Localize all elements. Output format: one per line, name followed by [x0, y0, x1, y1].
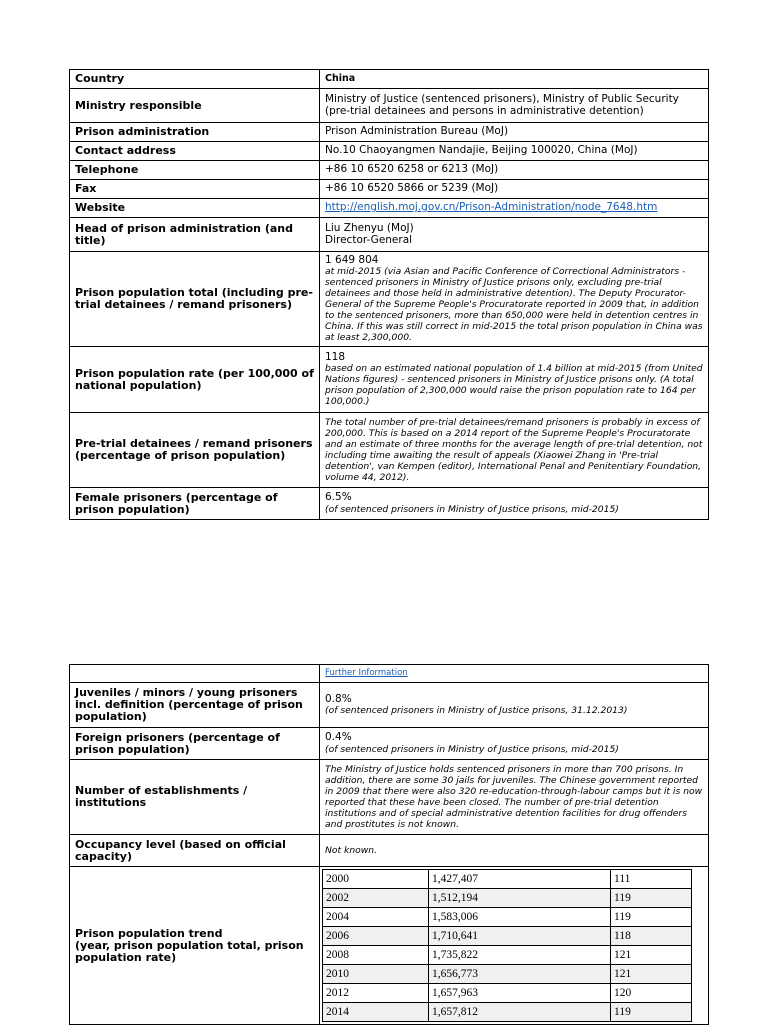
female-prisoners-note: (of sentenced prisoners in Ministry of Justice prisons, mid-2015) [325, 503, 619, 515]
trend-year: 2002 [323, 889, 429, 908]
trend-rate: 120 [611, 984, 692, 1003]
row-label: Head of prison administration (and title) [70, 218, 320, 252]
trend-total: 1,583,006 [429, 908, 611, 927]
table-row [70, 199, 709, 218]
trend-row [323, 965, 692, 984]
further-info-cell [320, 665, 709, 683]
trend-row [323, 984, 692, 1003]
trend-row [323, 889, 692, 908]
trend-year: 2006 [323, 927, 429, 946]
trend-year: 2012 [323, 984, 429, 1003]
trend-year: 2014 [323, 1003, 429, 1022]
trend-label-cell [70, 867, 320, 1025]
row-label: Foreign prisoners (percentage of prison population) [70, 728, 320, 760]
prison-population-total-value: 1 649 804 [325, 253, 379, 266]
row-label: Number of establishments / institutions [70, 760, 320, 835]
juveniles-value: 0.8% [325, 692, 352, 705]
trend-rate: 121 [611, 946, 692, 965]
website-link[interactable]: http://english.moj.gov.cn/Prison-Administration/node_7648.htm [325, 201, 658, 214]
row-label: Female prisoners (percentage of prison population) [70, 488, 320, 520]
website-cell [320, 199, 709, 218]
trend-row [323, 908, 692, 927]
head-name: Liu Zhenyu (MoJ) [325, 222, 414, 234]
foreign-prisoners-value: 0.4% [325, 731, 352, 744]
prison-population-rate-value: 118 [325, 350, 346, 363]
further-info-table [69, 664, 709, 1025]
contact-address-value: No.10 Chaoyangmen Nandajie, Beijing 100020, China (MoJ) [320, 142, 709, 161]
head-title: Director-General [325, 233, 413, 246]
trend-row [323, 946, 692, 965]
prison-population-rate-note: based on an estimated national population of 1.4 billion at mid-2015 (from United Nations figures) - sentenced prisoners in Ministry of Justice prisons only. (A total prison population of 2,300,000 would raise the prison population rate to 164 per 100,000.) [325, 363, 703, 408]
trend-total: 1,710,641 [429, 927, 611, 946]
row-label: Country [70, 70, 320, 89]
trend-total: 1,735,822 [429, 946, 611, 965]
trend-total: 1,657,812 [429, 1003, 611, 1022]
foreign-prisoners-cell [320, 728, 709, 760]
juveniles-cell [320, 683, 709, 728]
female-prisoners-cell [320, 488, 709, 520]
row-label: Website [70, 199, 320, 218]
country-value: China [320, 70, 709, 89]
trend-rate: 118 [611, 927, 692, 946]
female-prisoners-value: 6.5% [325, 491, 352, 504]
table-row [70, 665, 709, 683]
trend-rate: 119 [611, 1003, 692, 1022]
head-of-administration-value [320, 218, 709, 252]
trend-row [323, 870, 692, 889]
population-trend-table [322, 869, 692, 1022]
table-row [70, 683, 709, 728]
trend-year: 2004 [323, 908, 429, 927]
trend-rate: 111 [611, 870, 692, 889]
table-row [70, 180, 709, 199]
establishments-note: The Ministry of Justice holds sentenced prisoners in more than 700 prisons. In addition, there are some 30 jails for juveniles. The Chinese government reported in 2009 that there were also 320 re-education-through-labour camps but it is now reported that these have been closed. The number of pre-trial detention institutions and of special administrative detention facilities for drug offenders and prostitutes is not known. [325, 764, 703, 830]
trend-year: 2000 [323, 870, 429, 889]
table-row [70, 142, 709, 161]
trend-total: 1,656,773 [429, 965, 611, 984]
trend-table-cell [320, 867, 709, 1025]
row-label: Contact address [70, 142, 320, 161]
trend-total: 1,427,407 [429, 870, 611, 889]
table-row [70, 218, 709, 252]
table-row [70, 252, 709, 347]
ministry-value: Ministry of Justice (sentenced prisoners), Ministry of Public Security (pre-trial detainees and persons in administrative detention) [320, 89, 709, 123]
table-row [70, 835, 709, 867]
trend-year: 2010 [323, 965, 429, 984]
row-label: Occupancy level (based on official capacity) [70, 835, 320, 867]
prison-administration-value: Prison Administration Bureau (MoJ) [320, 123, 709, 142]
prison-population-total-note: at mid-2015 (via Asian and Pacific Conference of Correctional Administrators - sentenced prisoners in Ministry of Justice prisons only, excluding pre-trial detainees and those held in administrative detention). The Deputy Procurator-General of the Supreme People's Procuratorate reported in 2009 that, in addition to the sentenced prisoners, more than 650,000 were held in detention centres in China. If this was still correct in mid-2015 the total prison population in China was at least 2,300,000. [325, 266, 703, 344]
trend-label: Prison population trend [75, 926, 223, 940]
prison-population-total-cell [320, 252, 709, 347]
trend-year: 2008 [323, 946, 429, 965]
pretrial-note: The total number of pre-trial detainees/remand prisoners is probably in excess of 200,000. This is based on a 2014 report of the Supreme People's Procuratorate and an estimate of three months for the average length of pre-trial detention, not including time awaiting the result of appeals (Xiaowei Zhang in 'Pre-trial detention', van Kempen (editor), International Penal and Penitentiary Foundation, volume 44, 2012). [325, 417, 703, 483]
trend-label-detail: (year, prison population total, prison population rate) [75, 938, 304, 964]
prison-info-table [69, 69, 709, 520]
fax-value: +86 10 6520 5866 or 5239 (MoJ) [320, 180, 709, 199]
trend-row [323, 927, 692, 946]
empty-header-cell [70, 665, 320, 683]
row-label: Ministry responsible [70, 89, 320, 123]
table-row [70, 488, 709, 520]
telephone-value: +86 10 6520 6258 or 6213 (MoJ) [320, 161, 709, 180]
row-label: Telephone [70, 161, 320, 180]
row-label: Juveniles / minors / young prisoners incl. definition (percentage of prison population) [70, 683, 320, 728]
row-label: Pre-trial detainees / remand prisoners (percentage of prison population) [70, 413, 320, 488]
table-row [70, 89, 709, 123]
row-label: Prison administration [70, 123, 320, 142]
pretrial-cell [320, 413, 709, 488]
trend-rate: 119 [611, 889, 692, 908]
further-information-link[interactable]: Further Information [325, 668, 408, 679]
occupancy-note: Not known. [325, 845, 378, 856]
trend-rate: 121 [611, 965, 692, 984]
juveniles-note: (of sentenced prisoners in Ministry of Justice prisons, 31.12.2013) [325, 705, 628, 717]
row-label: Prison population rate (per 100,000 of national population) [70, 347, 320, 413]
row-label: Fax [70, 180, 320, 199]
table-row [70, 728, 709, 760]
table-row [70, 123, 709, 142]
trend-total: 1,657,963 [429, 984, 611, 1003]
occupancy-cell [320, 835, 709, 867]
establishments-cell [320, 760, 709, 835]
trend-total: 1,512,194 [429, 889, 611, 908]
table-row [70, 760, 709, 835]
foreign-prisoners-note: (of sentenced prisoners in Ministry of Justice prisons, mid-2015) [325, 743, 619, 755]
table-row [70, 70, 709, 89]
row-label: Prison population total (including pre-trial detainees / remand prisoners) [70, 252, 320, 347]
prison-population-rate-cell [320, 347, 709, 413]
table-row [70, 347, 709, 413]
table-row [70, 161, 709, 180]
table-row [70, 867, 709, 1025]
table-row [70, 413, 709, 488]
trend-row [323, 1003, 692, 1022]
trend-rate: 119 [611, 908, 692, 927]
